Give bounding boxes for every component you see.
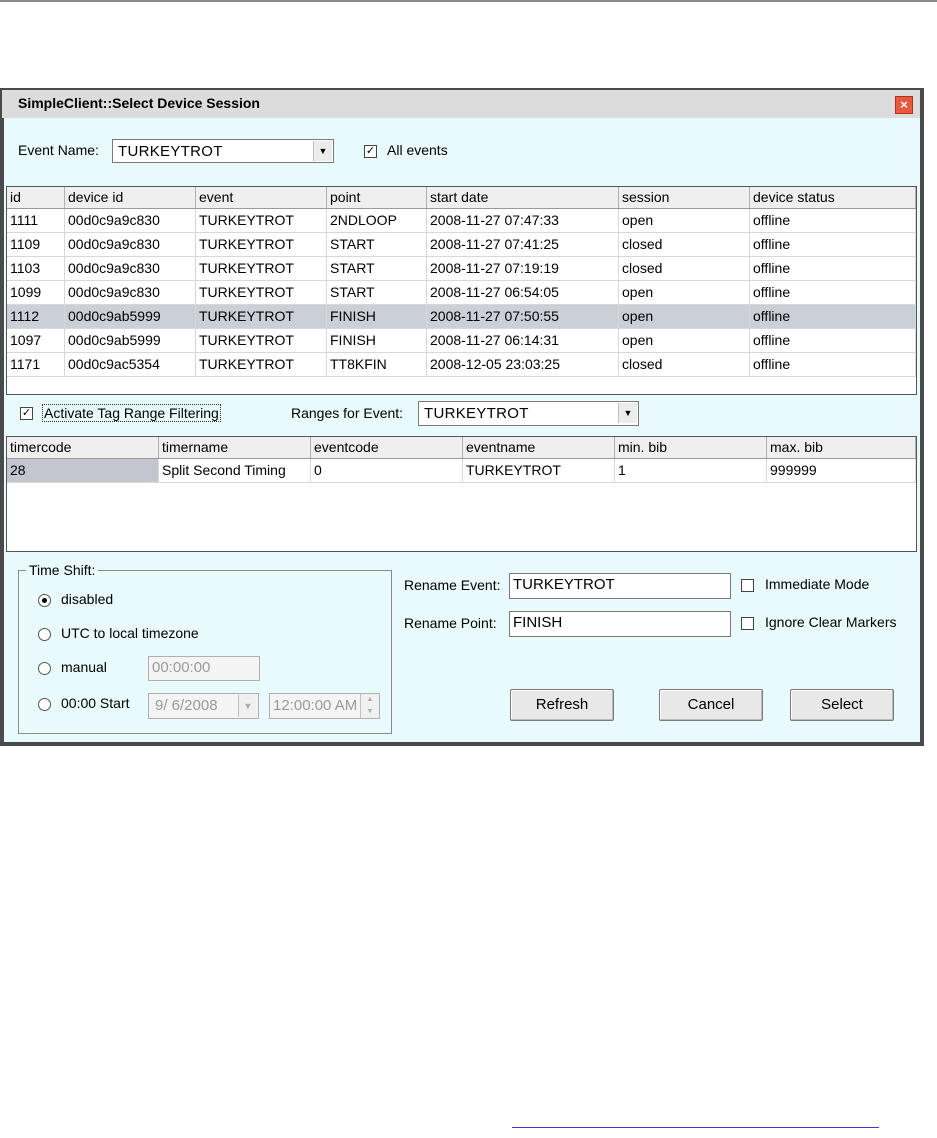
table-cell: START [327, 257, 427, 280]
all-events-label: All events [387, 142, 448, 158]
table-cell: offline [750, 305, 916, 328]
calendar-dropdown-icon[interactable]: ▼ [238, 695, 257, 717]
close-button[interactable] [895, 96, 913, 114]
ignore-clear-markers-checkbox[interactable] [741, 617, 754, 630]
event-name-label: Event Name: [18, 142, 99, 158]
table-cell: 00d0c9a9c830 [65, 257, 196, 280]
manual-time-input[interactable] [148, 656, 260, 681]
table-cell: TURKEYTROT [196, 329, 327, 352]
table-row[interactable] [7, 281, 916, 305]
column-header[interactable]: eventname [463, 437, 615, 458]
table-cell: 00d0c9ab5999 [65, 305, 196, 328]
table-row[interactable] [7, 329, 916, 353]
table-cell: 2008-11-27 06:14:31 [427, 329, 619, 352]
table-cell: 00d0c9ac5354 [65, 353, 196, 376]
table-cell: 28 [7, 459, 159, 482]
table-cell: 1112 [7, 305, 65, 328]
table-cell: 00d0c9a9c830 [65, 281, 196, 304]
check-icon: ✓ [21, 407, 32, 419]
table-cell: 1 [615, 459, 767, 482]
all-events-checkbox[interactable] [364, 145, 377, 158]
chevron-down-icon[interactable]: ▼ [618, 403, 637, 423]
table-cell: open [619, 281, 750, 304]
rename-event-label: Rename Event: [404, 577, 501, 593]
table-cell: FINISH [327, 329, 427, 352]
table-cell: TURKEYTROT [196, 353, 327, 376]
radio-utc-local-label: UTC to local timezone [61, 625, 199, 641]
column-header[interactable]: timercode [7, 437, 159, 458]
column-header[interactable]: session [619, 187, 750, 208]
column-header[interactable]: point [327, 187, 427, 208]
top-rule [0, 0, 937, 2]
column-header[interactable]: start date [427, 187, 619, 208]
sessions-table-header [7, 187, 916, 209]
table-row[interactable] [7, 209, 916, 233]
close-icon: × [900, 97, 908, 112]
radio-disabled[interactable] [38, 594, 51, 607]
ranges-for-event-combo[interactable] [418, 401, 639, 426]
table-cell: 0 [311, 459, 463, 482]
rename-point-input[interactable] [509, 611, 731, 637]
chevron-down-icon[interactable]: ▼ [313, 141, 332, 161]
ranges-for-event-value: TURKEYTROT [424, 405, 529, 422]
sessions-table[interactable] [6, 186, 917, 395]
tag-ranges-table[interactable] [6, 436, 917, 552]
spin-up-icon[interactable]: ▲ [366, 696, 374, 703]
rename-event-value: TURKEYTROT [513, 576, 615, 593]
column-header[interactable]: timername [159, 437, 311, 458]
refresh-button[interactable]: Refresh [510, 689, 614, 721]
table-cell: open [619, 209, 750, 232]
table-cell: offline [750, 209, 916, 232]
radio-manual-label: manual [61, 659, 107, 675]
table-cell: 00d0c9a9c830 [65, 209, 196, 232]
table-cell: 00d0c9ab5999 [65, 329, 196, 352]
immediate-mode-label: Immediate Mode [765, 576, 870, 592]
table-cell: offline [750, 353, 916, 376]
table-cell: 1099 [7, 281, 65, 304]
table-cell: 2008-11-27 07:50:55 [427, 305, 619, 328]
select-button[interactable]: Select [790, 689, 894, 721]
table-cell: 00d0c9a9c830 [65, 233, 196, 256]
table-cell: 2008-11-27 07:41:25 [427, 233, 619, 256]
ignore-clear-markers-label: Ignore Clear Markers [765, 614, 897, 630]
column-header[interactable]: device status [750, 187, 916, 208]
table-cell: TT8KFIN [327, 353, 427, 376]
table-cell: 2NDLOOP [327, 209, 427, 232]
table-cell: closed [619, 257, 750, 280]
table-cell: closed [619, 233, 750, 256]
start-time-value: 12:00:00 AM [273, 697, 358, 714]
table-cell: 999999 [767, 459, 916, 482]
table-cell: offline [750, 257, 916, 280]
table-cell: TURKEYTROT [463, 459, 615, 482]
table-cell: 1097 [7, 329, 65, 352]
table-row[interactable] [7, 459, 916, 483]
table-cell: 2008-12-05 23:03:25 [427, 353, 619, 376]
title-bar[interactable] [2, 90, 920, 118]
table-cell: TURKEYTROT [196, 281, 327, 304]
rename-point-label: Rename Point: [404, 615, 497, 631]
radio-disabled-label: disabled [61, 591, 114, 607]
table-row[interactable] [7, 353, 916, 377]
table-cell: Split Second Timing [159, 459, 311, 482]
table-cell: offline [750, 281, 916, 304]
column-header[interactable]: device id [65, 187, 196, 208]
column-header[interactable]: min. bib [615, 437, 767, 458]
column-header[interactable]: eventcode [311, 437, 463, 458]
table-cell: TURKEYTROT [196, 257, 327, 280]
radio-utc-local[interactable] [38, 628, 51, 641]
table-cell: open [619, 305, 750, 328]
ranges-for-event-label: Ranges for Event: [291, 405, 404, 421]
start-date-value: 9/ 6/2008 [155, 697, 218, 714]
column-header[interactable]: max. bib [767, 437, 916, 458]
cancel-button[interactable]: Cancel [659, 689, 763, 721]
immediate-mode-checkbox[interactable] [741, 579, 754, 592]
table-row[interactable] [7, 305, 916, 329]
table-cell: 1111 [7, 209, 65, 232]
table-cell: 1103 [7, 257, 65, 280]
table-cell: open [619, 329, 750, 352]
table-row[interactable] [7, 257, 916, 281]
hyperlink-underline[interactable] [512, 1127, 879, 1128]
radio-start[interactable] [38, 698, 51, 711]
table-cell: TURKEYTROT [196, 305, 327, 328]
radio-start-label: 00:00 Start [61, 695, 130, 711]
activate-tag-range-checkbox[interactable] [20, 407, 33, 420]
rename-point-value: FINISH [513, 614, 563, 631]
event-name-combo[interactable] [112, 139, 334, 163]
spin-down-icon[interactable]: ▼ [366, 708, 374, 715]
activate-tag-range-label: Activate Tag Range Filtering [44, 405, 219, 421]
table-cell: 2008-11-27 06:54:05 [427, 281, 619, 304]
table-cell: START [327, 281, 427, 304]
start-date-picker[interactable] [148, 693, 259, 719]
table-cell: FINISH [327, 305, 427, 328]
start-time-spinner[interactable] [269, 693, 380, 719]
spin-buttons[interactable] [360, 694, 379, 718]
table-row[interactable] [7, 233, 916, 257]
table-cell: closed [619, 353, 750, 376]
table-cell: 2008-11-27 07:19:19 [427, 257, 619, 280]
table-cell: START [327, 233, 427, 256]
window-title: SimpleClient::Select Device Session [18, 95, 260, 111]
rename-event-input[interactable] [509, 573, 731, 599]
table-cell: 1171 [7, 353, 65, 376]
table-cell: offline [750, 233, 916, 256]
column-header[interactable]: id [7, 187, 65, 208]
column-header[interactable]: event [196, 187, 327, 208]
radio-manual[interactable] [38, 662, 51, 675]
check-icon: ✓ [365, 145, 376, 157]
table-cell: TURKEYTROT [196, 233, 327, 256]
table-cell: 2008-11-27 07:47:33 [427, 209, 619, 232]
manual-time-value: 00:00:00 [152, 659, 211, 676]
table-cell: offline [750, 329, 916, 352]
event-name-value: TURKEYTROT [118, 143, 223, 160]
time-shift-title: Time Shift: [26, 562, 98, 578]
table-cell: 1109 [7, 233, 65, 256]
table-cell: TURKEYTROT [196, 209, 327, 232]
tag-ranges-table-header [7, 437, 916, 459]
